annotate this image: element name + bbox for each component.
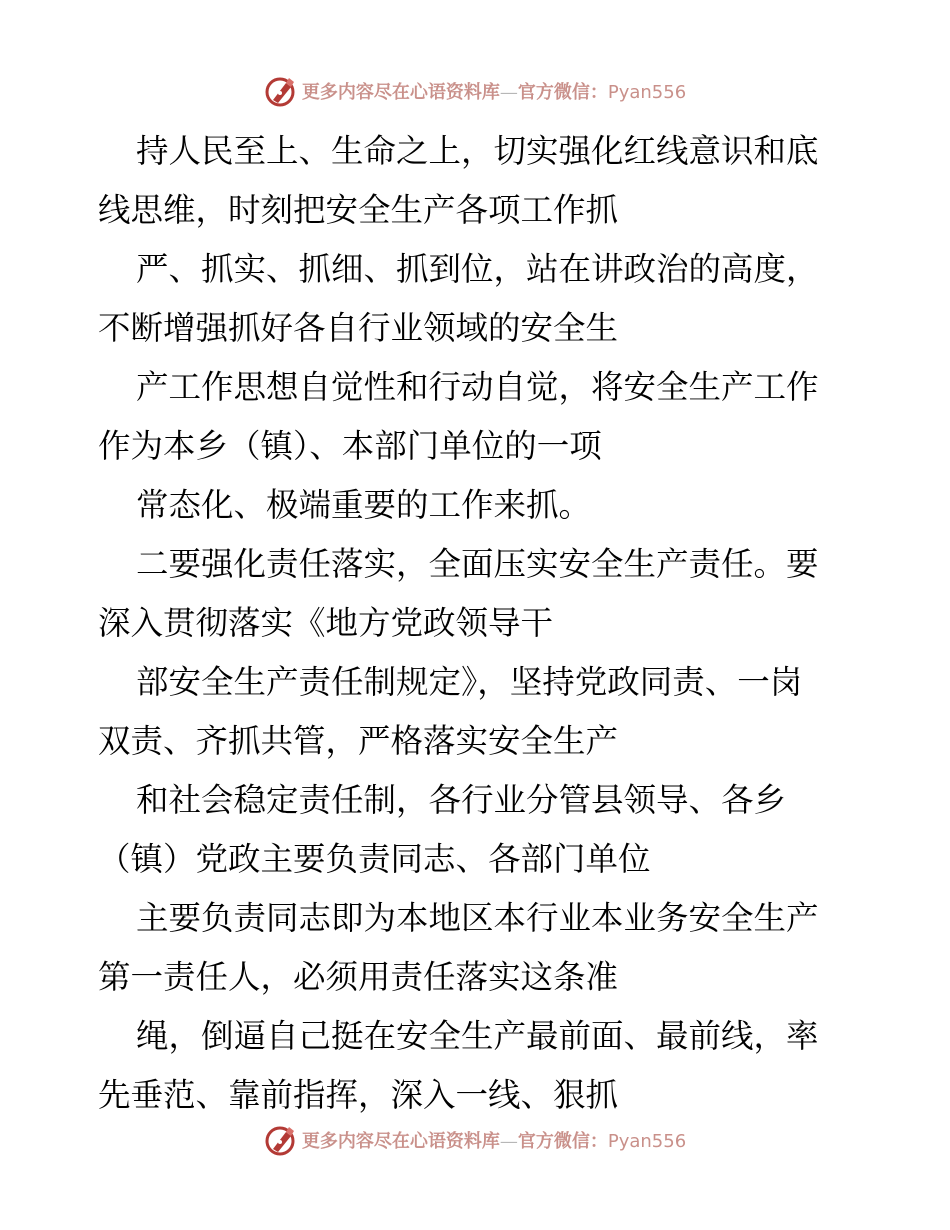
- body-line: 线思维，时刻把安全生产各项工作抓: [98, 191, 619, 229]
- footer-banner-separator: —: [499, 1131, 518, 1152]
- body-line: （镇）党政主要负责同志、各部门单位: [98, 840, 651, 878]
- body-line: 第一责任人，必须用责任落实这条准: [98, 958, 619, 996]
- body-text: [98, 122, 858, 1125]
- body-line: 作为本乡（镇）、本部门单位的一项: [98, 427, 602, 465]
- header-banner-main: 更多内容尽在心语资料库: [301, 82, 500, 103]
- header-banner: [0, 71, 950, 111]
- body-line: 常态化、极端重要的工作来抓。: [136, 486, 592, 524]
- body-line: 深入贯彻落实《地方党政领导干: [98, 604, 554, 642]
- body-line: 产工作思想自觉性和行动自觉，将安全生产工作: [136, 368, 819, 406]
- body-line: 持人民至上、生命之上，切实强化红线意识和底: [136, 132, 819, 170]
- body-line: 先垂范、靠前指挥，深入一线、狠抓: [98, 1076, 619, 1114]
- footer-banner-main: 更多内容尽在心语资料库: [301, 1131, 500, 1152]
- pen-logo-icon: [264, 1123, 298, 1157]
- footer-banner: [0, 1120, 950, 1160]
- body-line: 部安全生产责任制规定》，坚持党政同责、一岗: [136, 663, 803, 701]
- body-line: 不断增强抓好各自行业领域的安全生: [98, 309, 619, 347]
- footer-banner-id: Pyan556: [607, 1131, 687, 1152]
- header-banner-text: [302, 78, 686, 104]
- body-line: 绳，倒逼自己挺在安全生产最前面、最前线，率: [136, 1017, 819, 1055]
- footer-banner-tail: 官方微信：: [517, 1131, 608, 1152]
- header-banner-separator: —: [499, 82, 518, 103]
- body-line: 二要强化责任落实，全面压实安全生产责任。要: [136, 545, 819, 583]
- header-banner-tail: 官方微信：: [517, 82, 608, 103]
- body-line: 严、抓实、抓细、抓到位，站在讲政治的高度，: [136, 250, 819, 288]
- body-line: 双责、齐抓共管，严格落实安全生产: [98, 722, 619, 760]
- pen-logo-icon: [264, 74, 298, 108]
- body-line: 主要负责同志即为本地区本行业本业务安全生产: [136, 899, 819, 937]
- footer-banner-text: [302, 1127, 686, 1153]
- body-line: 和社会稳定责任制，各行业分管县领导、各乡: [136, 781, 787, 819]
- header-banner-id: Pyan556: [607, 82, 687, 103]
